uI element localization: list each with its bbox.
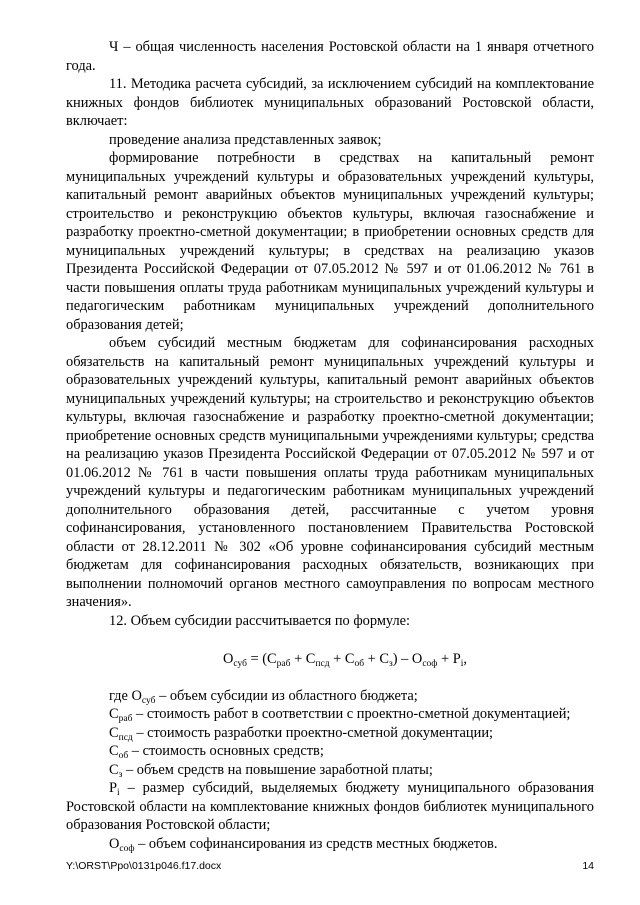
- definition-item: [66, 779, 594, 835]
- formula-op: +: [290, 651, 306, 667]
- definition-item: [66, 705, 594, 724]
- definition-text: – стоимость разработки проектно-сметной документации;: [132, 724, 494, 741]
- formula-term-sub: об: [354, 659, 365, 669]
- formula-term: С: [305, 651, 316, 667]
- formula-op: +: [364, 651, 380, 667]
- paragraph-analysis: проведение анализа представленных заявок;: [109, 131, 382, 148]
- paragraph-population: Ч – общая численность населения Ростовской области на 1 января отчетного года.: [66, 39, 594, 74]
- definition-symbol: О: [131, 687, 142, 704]
- definitions-list: [66, 687, 594, 854]
- definition-text: – размер субсидий, выделяемых бюджету муниципального образования Ростовской области на комплектование книжных фондов библиотек муниципального образования Ростовской области;: [66, 780, 594, 833]
- definition-symbol: С: [109, 761, 119, 778]
- definition-item: [66, 761, 594, 780]
- definition-symbol: С: [109, 706, 119, 722]
- definition-text: – объем средств на повышение заработной платы;: [122, 761, 433, 778]
- formula-term-sub: соф: [422, 659, 438, 669]
- formula-term: С: [267, 651, 277, 667]
- definition-item: [66, 742, 594, 761]
- paragraph-needs: формирование потребности в средствах на капитальный ремонт муниципальных учреждений культуры и образовательных учреждений культуры, капитальный ремонт аварийных объектов муниципальных учреждений культуры; строительство и реконструкцию объектов культуры, включая газоснабжение и разработку проектно-сметной документации; в приобретении основных средств для муниципальных учреждений культуры; в средствах на реализацию указов Президента Российской Федерации от 07.05.2012 № 597 и от 01.06.2012 № 761 в части повышения оплаты труда работникам муниципальных учреждений культуры и педагогическим работникам муниципальных учреждений дополнительного образования детей;: [66, 150, 594, 333]
- definition-item: [66, 835, 594, 854]
- page-number: 14: [582, 860, 594, 872]
- formula-op: +: [437, 651, 453, 667]
- definition-item: [66, 724, 594, 743]
- definition-symbol-sub: раб: [118, 714, 133, 724]
- paragraph-section-12: 12. Объем субсидии рассчитывается по формуле:: [109, 612, 411, 629]
- definition-symbol-sub: i: [117, 788, 120, 798]
- formula-term-sub: з: [388, 659, 393, 669]
- definition-symbol-sub: соф: [119, 843, 135, 854]
- definition-prefix: где: [109, 687, 132, 704]
- definition-symbol-sub: псд: [118, 732, 133, 743]
- formula-lhs-sub: суб: [233, 659, 247, 669]
- formula-term: С: [379, 651, 389, 667]
- definition-symbol-sub: об: [118, 751, 129, 761]
- formula-term: С: [344, 651, 355, 667]
- definition-item: [66, 687, 594, 706]
- document-body: [66, 38, 594, 853]
- definition-text: – стоимость работ в соответствии с проектно-сметной документацией;: [132, 706, 571, 722]
- definition-text: – стоимость основных средств;: [128, 743, 324, 759]
- definition-text: – объем софинансирования из средств местных бюджетов.: [134, 835, 498, 852]
- formula-term: Р: [452, 651, 461, 667]
- definition-symbol: О: [109, 835, 120, 852]
- definition-symbol: С: [109, 724, 119, 741]
- formula-lhs: О: [222, 651, 234, 667]
- definition-symbol: С: [109, 743, 119, 759]
- definition-symbol-sub: з: [118, 769, 123, 780]
- paragraph-volume: объем субсидий местным бюджетам для софинансирования расходных обязательств на капитальный ремонт муниципальных учреждений культуры и образовательных учреждений культуры, капитальный ремонт аварийных объектов муниципальных учреждений культуры; на строительство и реконструкцию объектов культуры, включая газоснабжение и разработку проектно-сметной документации; приобретение основных средств муниципальными учреждениями культуры; средства на реализацию указов Президента Российской Федерации от 07.05.2012 № 597 и от 01.06.2012 № 761 в части повышения оплаты труда работникам муниципальных учреждений культуры и педагогическим работникам муниципальных учреждений дополнительного образования детей, рассчитанные с учетом уровня софинансирования, установленного постановлением Правительства Ростовской области от 28.12.2011 № 302 «Об уровне софинансирования субсидий местным бюджетам для софинансирования расходных обязательств, возникающих при выполнении полномочий органов местного самоуправления по вопросам местного значения».: [66, 335, 594, 610]
- formula-term-sub: раб: [276, 659, 291, 669]
- formula-term-sub: i: [460, 659, 464, 669]
- file-path: Y:\ORST\Ppo\0131p046.f17.docx: [66, 860, 222, 872]
- subsidy-formula: [66, 650, 594, 669]
- definition-symbol: Р: [109, 780, 118, 796]
- formula-op: = (: [246, 651, 268, 667]
- formula-term-sub: псд: [315, 659, 330, 669]
- formula-op: ) –: [392, 651, 412, 667]
- formula-op: ,: [463, 651, 468, 667]
- paragraph-section-11: 11. Методика расчета субсидий, за исключением субсидий на комплектование книжных фондов библиотек муниципальных образований Ростовской области, включает:: [66, 76, 594, 129]
- definition-symbol-sub: суб: [141, 695, 156, 706]
- formula-op: +: [329, 651, 345, 667]
- definition-text: – объем субсидии из областного бюджета;: [155, 687, 418, 704]
- page-footer: [66, 857, 594, 876]
- formula-term: О: [411, 651, 423, 667]
